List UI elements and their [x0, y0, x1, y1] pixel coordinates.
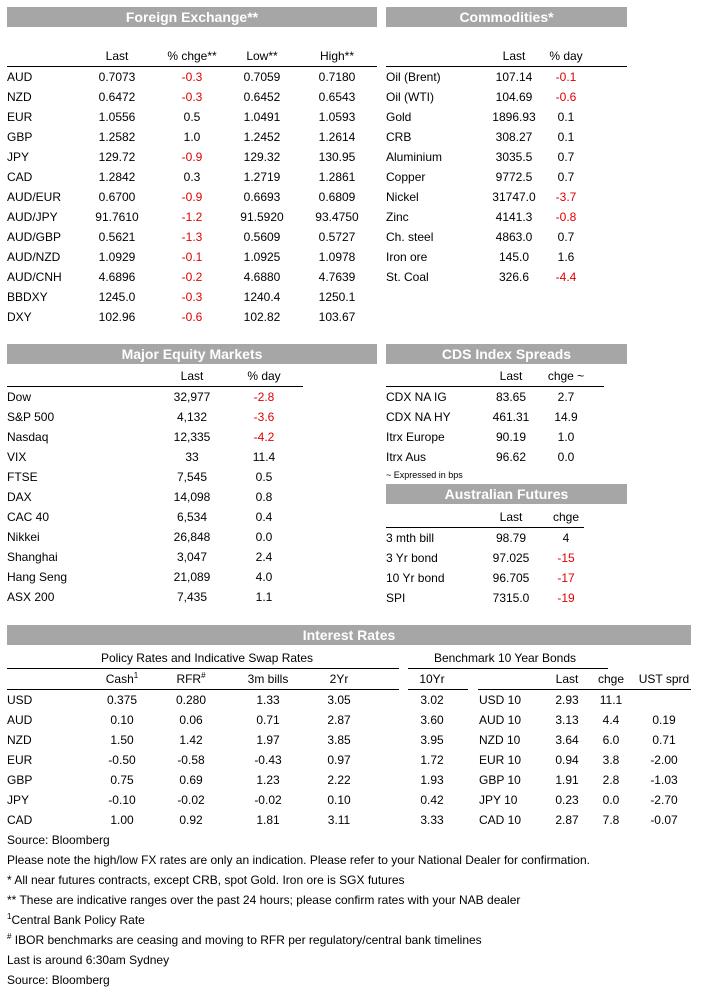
- fx-high: 1.2861: [318, 170, 356, 184]
- futures-change: -19: [557, 591, 575, 605]
- cds-last: 83.65: [495, 390, 527, 404]
- rates-2yr: 3.11: [327, 813, 351, 827]
- footnote-policy-rate-sup: 1: [7, 912, 12, 921]
- equity-last: 6,534: [176, 510, 208, 524]
- commodity-change: 0.7: [557, 150, 575, 164]
- rates-cash: 1.00: [110, 813, 134, 827]
- equity-last: 21,089: [173, 570, 211, 584]
- bond-ust-spread: 0.71: [652, 733, 676, 747]
- equity-last: 32,977: [173, 390, 211, 404]
- equity-col-day: % day: [247, 369, 281, 383]
- bond-last: 0.94: [555, 753, 579, 767]
- bond-name: GBP 10: [479, 773, 521, 787]
- fx-low: 1.2719: [243, 170, 281, 184]
- futures-last: 96.705: [492, 571, 530, 585]
- footnote-futures: * All near futures contracts, except CRB, spot Gold. Iron ore is SGX futures: [7, 873, 405, 887]
- cds-change: 2.7: [557, 390, 575, 404]
- fx-high: 1.0978: [318, 250, 356, 264]
- fx-pair: DXY: [7, 310, 32, 324]
- fx-col-high: High**: [319, 49, 355, 63]
- fx-high: 1250.1: [318, 290, 356, 304]
- fx-high: 103.67: [318, 310, 356, 324]
- futures-name: 3 Yr bond: [386, 551, 438, 565]
- rates-3m-bills: -0.02: [254, 793, 282, 807]
- rates-col-cash-label: Cash: [105, 672, 134, 686]
- fx-change: -1.2: [181, 210, 203, 224]
- equity-name: Shanghai: [7, 550, 58, 564]
- equity-last: 33: [185, 450, 199, 464]
- futures-change: -15: [557, 551, 575, 565]
- commodities-col-day: % day: [549, 49, 583, 63]
- rates-rfr: 0.06: [179, 713, 203, 727]
- rates-column-headers: [0, 669, 701, 689]
- bond-ust-spread: -0.07: [650, 813, 678, 827]
- bond-last: 3.64: [555, 733, 579, 747]
- fx-low: 1.0925: [243, 250, 281, 264]
- rates-col-rfr-label: RFR: [176, 672, 202, 686]
- fx-change: -0.6: [181, 310, 203, 324]
- equity-name: Dow: [7, 390, 32, 404]
- commodity-last: 9772.5: [495, 170, 533, 184]
- rates-rfr: 0.69: [179, 773, 203, 787]
- commodity-name: Oil (Brent): [386, 70, 441, 84]
- footnote-source-1: Source: Bloomberg: [7, 833, 110, 847]
- fx-pair: GBP: [7, 130, 33, 144]
- rates-col-10yr: 10Yr: [419, 672, 445, 686]
- fx-low: 0.6693: [243, 190, 281, 204]
- futures-column-headers: [386, 507, 627, 527]
- fx-pair: AUD/NZD: [7, 250, 61, 264]
- cds-name: CDX NA IG: [386, 390, 447, 404]
- equity-change: 0.0: [255, 530, 273, 544]
- commodity-last: 107.14: [495, 70, 533, 84]
- rates-2yr: 0.10: [327, 793, 351, 807]
- commodity-name: Iron ore: [386, 250, 428, 264]
- rates-3m-bills: 0.71: [256, 713, 280, 727]
- rates-currency: AUD: [7, 713, 33, 727]
- equity-last: 7,545: [176, 470, 208, 484]
- bonds-title: Benchmark 10 Year Bonds: [433, 651, 577, 665]
- fx-col-low: Low**: [246, 49, 278, 63]
- rates-cash: 0.10: [110, 713, 134, 727]
- bond-name: CAD 10: [479, 813, 522, 827]
- fx-change: -0.3: [181, 90, 203, 104]
- commodity-name: Oil (WTI): [386, 90, 434, 104]
- commodity-name: St. Coal: [386, 270, 429, 284]
- rates-currency: EUR: [7, 753, 33, 767]
- bond-ust-spread: -2.00: [650, 753, 678, 767]
- futures-col-chge: chge: [552, 510, 580, 524]
- bond-name: AUD 10: [479, 713, 522, 727]
- equity-name: ASX 200: [7, 590, 55, 604]
- commodities-column-headers: [386, 46, 627, 66]
- footnote-ibor-sup: #: [7, 932, 12, 941]
- rates-rfr: -0.58: [177, 753, 205, 767]
- commodity-last: 3035.5: [495, 150, 533, 164]
- fx-last: 91.7610: [95, 210, 139, 224]
- fx-change: -0.9: [181, 150, 203, 164]
- commodities-col-last: Last: [502, 49, 526, 63]
- rates-cash: 0.375: [106, 693, 138, 707]
- commodity-name: Nickel: [386, 190, 419, 204]
- rates-rfr: 1.42: [179, 733, 203, 747]
- fx-pair: AUD/GBP: [7, 230, 62, 244]
- cds-col-chge: chge ~: [547, 369, 585, 383]
- bond-last: 2.87: [555, 813, 579, 827]
- equity-name: Nasdaq: [7, 430, 49, 444]
- rates-col-chge: chge: [597, 672, 625, 686]
- fx-low: 0.6452: [243, 90, 281, 104]
- rates-col-last: Last: [555, 672, 579, 686]
- fx-low: 1240.4: [243, 290, 281, 304]
- commodity-name: Copper: [386, 170, 426, 184]
- fx-pair: NZD: [7, 90, 32, 104]
- futures-last: 98.79: [495, 531, 527, 545]
- commodity-name: Aluminium: [386, 150, 443, 164]
- equity-change: 2.4: [255, 550, 273, 564]
- fx-last: 0.6472: [98, 90, 136, 104]
- commodity-name: Zinc: [386, 210, 409, 224]
- bond-change: 4.4: [602, 713, 620, 727]
- fx-last: 0.7073: [98, 70, 136, 84]
- bond-change: 0.0: [602, 793, 620, 807]
- futures-last: 97.025: [492, 551, 530, 565]
- fx-low: 0.7059: [243, 70, 281, 84]
- commodity-change: 1.6: [557, 250, 575, 264]
- futures-col-last: Last: [499, 510, 523, 524]
- rates-cash: 0.75: [110, 773, 134, 787]
- fx-pair: AUD: [7, 70, 33, 84]
- fx-last: 1.0929: [98, 250, 136, 264]
- cds-change: 0.0: [557, 450, 575, 464]
- bond-change: 11.1: [599, 693, 623, 707]
- fx-low: 102.82: [243, 310, 281, 324]
- commodity-last: 308.27: [495, 130, 533, 144]
- cds-last: 96.62: [495, 450, 527, 464]
- equity-name: FTSE: [7, 470, 38, 484]
- fx-last: 102.96: [98, 310, 136, 324]
- rates-currency: GBP: [7, 773, 33, 787]
- equity-change: 11.4: [252, 450, 276, 464]
- bond-ust-spread: -2.70: [650, 793, 678, 807]
- rates-10yr: 3.02: [420, 693, 444, 707]
- commodity-change: 0.7: [557, 170, 575, 184]
- cds-col-last: Last: [499, 369, 523, 383]
- equity-name: DAX: [7, 490, 32, 504]
- rates-2yr: 2.87: [327, 713, 351, 727]
- commodity-change: -3.7: [555, 190, 577, 204]
- fx-last: 129.72: [98, 150, 136, 164]
- rates-10yr: 0.42: [420, 793, 444, 807]
- footnote-policy-rate-text: Central Bank Policy Rate: [11, 913, 145, 927]
- footnote-source-2: Source: Bloomberg: [7, 973, 110, 987]
- equity-change: 0.5: [255, 470, 273, 484]
- rates-col-2yr: 2Yr: [329, 672, 349, 686]
- bond-change: 3.8: [602, 753, 620, 767]
- fx-last: 1245.0: [98, 290, 136, 304]
- rates-header: Interest Rates: [7, 625, 691, 645]
- rates-2yr: 3.85: [327, 733, 351, 747]
- futures-name: 3 mth bill: [386, 531, 435, 545]
- cds-name: Itrx Europe: [386, 430, 445, 444]
- fx-high: 4.7639: [318, 270, 356, 284]
- futures-header: Australian Futures: [386, 484, 627, 504]
- fx-column-headers: [7, 46, 377, 66]
- rates-3m-bills: 1.81: [256, 813, 280, 827]
- commodity-change: -4.4: [555, 270, 577, 284]
- fx-last: 0.6700: [98, 190, 136, 204]
- bond-last: 0.23: [555, 793, 579, 807]
- fx-change: -0.9: [181, 190, 203, 204]
- rates-2yr: 3.05: [327, 693, 351, 707]
- footnote-policy-rate: [7, 910, 145, 930]
- commodity-change: -0.6: [555, 90, 577, 104]
- commodities-header: Commodities*: [386, 7, 627, 27]
- fx-pair: AUD/CNH: [7, 270, 62, 284]
- fx-change: -0.2: [181, 270, 203, 284]
- fx-change: 0.5: [183, 110, 201, 124]
- rates-rfr: 0.280: [175, 693, 207, 707]
- cds-last: 461.31: [492, 410, 530, 424]
- commodity-change: -0.8: [555, 210, 577, 224]
- footnote-ibor-text: IBOR benchmarks are ceasing and moving to RFR per regulatory/central bank timelines: [11, 933, 482, 947]
- equity-header: Major Equity Markets: [7, 344, 377, 364]
- rates-col-ust: UST sprd: [638, 672, 690, 686]
- equity-change: -2.8: [253, 390, 275, 404]
- bond-name: JPY 10: [479, 793, 518, 807]
- commodity-name: CRB: [386, 130, 412, 144]
- futures-name: 10 Yr bond: [386, 571, 445, 585]
- fx-pair: BBDXY: [7, 290, 48, 304]
- rates-10yr: 3.33: [420, 813, 444, 827]
- bond-ust-spread: 0.19: [652, 713, 676, 727]
- commodity-change: 0.7: [557, 230, 575, 244]
- cds-change: 1.0: [557, 430, 575, 444]
- commodity-change: 0.1: [557, 130, 575, 144]
- fx-change: -1.3: [181, 230, 203, 244]
- rates-cash: 1.50: [110, 733, 134, 747]
- equity-change: 0.8: [255, 490, 273, 504]
- commodity-last: 104.69: [495, 90, 533, 104]
- equity-name: S&P 500: [7, 410, 55, 424]
- commodity-change: -0.1: [555, 70, 577, 84]
- rates-currency: JPY: [7, 793, 30, 807]
- bond-last: 3.13: [555, 713, 579, 727]
- fx-change: -0.3: [181, 290, 203, 304]
- equity-last: 3,047: [176, 550, 208, 564]
- commodity-name: Gold: [386, 110, 412, 124]
- commodity-last: 31747.0: [492, 190, 536, 204]
- commodity-last: 4141.3: [495, 210, 533, 224]
- fx-last: 4.6896: [98, 270, 136, 284]
- rates-10yr: 1.72: [420, 753, 444, 767]
- equity-name: VIX: [7, 450, 27, 464]
- fx-col-chge: % chge**: [167, 49, 217, 63]
- rates-2yr: 2.22: [327, 773, 351, 787]
- futures-change: 4: [562, 531, 570, 545]
- rates-currency: USD: [7, 693, 33, 707]
- bond-change: 7.8: [602, 813, 620, 827]
- equity-column-headers: [7, 366, 307, 386]
- commodity-last: 1896.93: [492, 110, 536, 124]
- fx-high: 0.6809: [318, 190, 356, 204]
- fx-low: 129.32: [243, 150, 281, 164]
- rates-cash: -0.50: [108, 753, 136, 767]
- fx-change: 0.3: [183, 170, 201, 184]
- rates-col-rfr-sup: #: [201, 671, 206, 680]
- rates-10yr: 3.60: [420, 713, 444, 727]
- rates-3m-bills: 1.23: [256, 773, 280, 787]
- rates-currency: NZD: [7, 733, 32, 747]
- rates-3m-bills: -0.43: [254, 753, 282, 767]
- rates-rfr: -0.02: [177, 793, 205, 807]
- rates-col-bills: 3m bills: [247, 672, 289, 686]
- rates-col-rfr: [166, 669, 216, 689]
- bond-ust-spread: -1.03: [650, 773, 678, 787]
- fx-high: 93.4750: [315, 210, 359, 224]
- rates-3m-bills: 1.33: [256, 693, 280, 707]
- fx-col-last: Last: [105, 49, 129, 63]
- rates-col-cash-sup: 1: [133, 671, 139, 680]
- cds-name: CDX NA HY: [386, 410, 451, 424]
- fx-high: 1.0593: [318, 110, 356, 124]
- fx-low: 4.6880: [243, 270, 281, 284]
- rates-currency: CAD: [7, 813, 33, 827]
- footnote-ibor: [7, 930, 482, 950]
- rates-col-cash: [97, 669, 147, 689]
- equity-last: 26,848: [173, 530, 211, 544]
- rates-cash: -0.10: [108, 793, 136, 807]
- fx-header: Foreign Exchange**: [7, 7, 377, 27]
- rates-10yr: 1.93: [420, 773, 444, 787]
- bond-name: NZD 10: [479, 733, 521, 747]
- bond-last: 2.93: [555, 693, 579, 707]
- fx-last: 1.2842: [98, 170, 136, 184]
- fx-change: 1.0: [183, 130, 201, 144]
- commodity-last: 326.6: [498, 270, 530, 284]
- bond-name: USD 10: [479, 693, 522, 707]
- footnote-ranges: ** These are indicative ranges over the past 24 hours; please confirm rates with your NAB dealer: [7, 893, 521, 907]
- fx-last: 0.5621: [98, 230, 136, 244]
- equity-change: -3.6: [253, 410, 275, 424]
- commodity-name: Ch. steel: [386, 230, 434, 244]
- fx-high: 0.7180: [318, 70, 356, 84]
- fx-high: 130.95: [318, 150, 356, 164]
- bond-change: 2.8: [602, 773, 620, 787]
- equity-change: 1.1: [255, 590, 273, 604]
- cds-header: CDS Index Spreads: [386, 344, 627, 364]
- fx-low: 1.0491: [243, 110, 281, 124]
- fx-high: 0.6543: [318, 90, 356, 104]
- fx-change: -0.3: [181, 70, 203, 84]
- cds-change: 14.9: [554, 410, 578, 424]
- equity-name: CAC 40: [7, 510, 50, 524]
- commodity-last: 4863.0: [495, 230, 533, 244]
- equity-name: Hang Seng: [7, 570, 68, 584]
- bond-last: 1.91: [555, 773, 579, 787]
- rates-3m-bills: 1.97: [256, 733, 280, 747]
- equity-col-last: Last: [180, 369, 204, 383]
- rates-10yr: 3.95: [420, 733, 444, 747]
- bond-change: 6.0: [602, 733, 620, 747]
- rates-rfr: 0.92: [179, 813, 203, 827]
- equity-last: 7,435: [176, 590, 208, 604]
- cds-note: ~ Expressed in bps: [386, 470, 463, 480]
- fx-low: 91.5920: [240, 210, 284, 224]
- fx-pair: CAD: [7, 170, 33, 184]
- equity-name: Nikkei: [7, 530, 40, 544]
- equity-change: -4.2: [253, 430, 275, 444]
- commodity-change: 0.1: [557, 110, 575, 124]
- futures-name: SPI: [386, 591, 406, 605]
- fx-last: 1.2582: [98, 130, 136, 144]
- cds-column-headers: [386, 366, 627, 386]
- equity-last: 12,335: [173, 430, 211, 444]
- fx-low: 1.2452: [243, 130, 281, 144]
- equity-last: 4,132: [176, 410, 208, 424]
- fx-last: 1.0556: [98, 110, 136, 124]
- cds-name: Itrx Aus: [386, 450, 427, 464]
- fx-pair: AUD/JPY: [7, 210, 58, 224]
- equity-change: 4.0: [255, 570, 273, 584]
- fx-high: 0.5727: [318, 230, 356, 244]
- futures-change: -17: [557, 571, 575, 585]
- fx-high: 1.2614: [318, 130, 356, 144]
- rates-2yr: 0.97: [327, 753, 351, 767]
- equity-change: 0.4: [255, 510, 273, 524]
- fx-pair: AUD/EUR: [7, 190, 62, 204]
- fx-change: -0.1: [181, 250, 203, 264]
- futures-last: 7315.0: [492, 591, 530, 605]
- fx-low: 0.5609: [243, 230, 281, 244]
- footnote-timing: Last is around 6:30am Sydney: [7, 953, 170, 967]
- cds-last: 90.19: [495, 430, 527, 444]
- fx-pair: JPY: [7, 150, 30, 164]
- policy-rates-title: Policy Rates and Indicative Swap Rates: [100, 651, 314, 665]
- bond-name: EUR 10: [479, 753, 522, 767]
- fx-pair: EUR: [7, 110, 33, 124]
- commodity-last: 145.0: [498, 250, 530, 264]
- equity-last: 14,098: [173, 490, 211, 504]
- footnote-fx-disclaimer: Please note the high/low FX rates are only an indication. Please refer to your National Dealer for confirmation.: [7, 853, 590, 867]
